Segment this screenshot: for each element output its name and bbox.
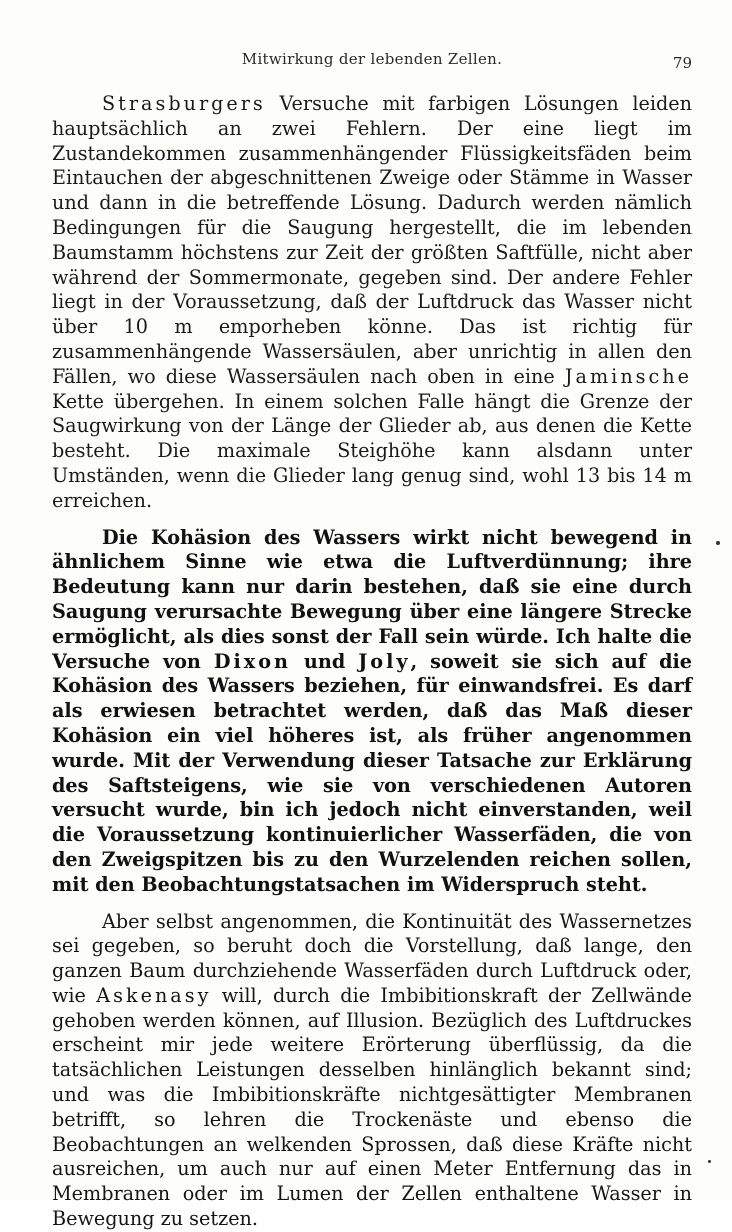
spaced-name: Dixon: [213, 649, 291, 673]
text-run: Aber selbst angenommen, die Kontinuität des Wassernetzes sei gegeben, so beruht doch die Vorstellung, daß lange, den ganzen Baum durchziehende Wasserfäden durch Luftdruck oder, wie: [52, 909, 692, 1007]
text-run: Versuche mit farbigen Lösungen leiden hauptsächlich an zwei Fehlern. Der eine liegt im Zustandekommen zusammenhängender Flüssigkeitsfäden beim Eintauchen der abgeschnittenen Zweige oder Stämme in Wasser und dann in die betreffende Lösung. Dadurch werden nämlich Bedingungen für die Saugung hergestellt, die im lebenden Baumstamm höchstens zur Zeit der größten Saftfülle, nicht aber während der Sommermonate, gegeben sind. Der andere Fehler liegt in der Voraussetzung, daß der Luftdruck das Wasser nicht über 10 m emporheben könne. Das ist richtig für zusammenhängende Wassersäulen, aber unrichtig in allen den Fällen, wo diese Wassersäulen nach oben in eine: [52, 92, 692, 388]
text-run: und: [290, 649, 359, 673]
text-run: will, durch die Imbibitionskraft der Zellwände gehoben werden können, auf Illusion. Bezüglich des Luftdruckes erscheint mir jede weitere Erörterung überflüssig, da die tatsächlichen Leistungen desselben hinlänglich bekannt sind; und was die Imbibitionskräfte nichtgesättigter Membranen betrifft, so lehren die Trockenäste und ebenso die Beobachtungen an welkenden Sprossen, daß diese Kräfte nicht ausreichen, um auch nur auf einen Meter Entfernung das in Membranen oder im Lumen der Zellen enthaltene Wasser in Bewegung zu setzen.: [52, 983, 692, 1231]
paragraph: [52, 910, 692, 1232]
spaced-name: Joly: [358, 649, 411, 673]
paragraph: [52, 92, 692, 514]
text-run: Die Kohäsion des Wassers wirkt nicht bewegend in ähnlichem Sinne wie etwa die Luftverdünnung; ihre Bedeutung kann nur darin bestehen, daß sie eine durch Saugung verursachte Bewegung über eine längere Strecke ermöglicht, als dies sonst der Fall sein würde. Ich halte die Versuche von: [52, 525, 692, 673]
page-number: 79: [672, 54, 692, 72]
text-run: Kette übergehen. In einem solchen Falle hängt die Grenze der Saugwirkung von der Länge der Glieder ab, aus denen die Kette besteht. Die maximale Steighöhe kann alsdann unter Umständen, wenn die Glieder lang genug sind, wohl 13 bis 14 m erreichen.: [52, 389, 692, 512]
scan-speck: [716, 541, 720, 545]
body-text: [52, 92, 692, 1232]
spaced-name: Askenasy: [96, 983, 212, 1007]
text-run: , soweit sie sich auf die Kohäsion des Wassers beziehen, für einwandsfrei. Es darf als erwiesen betrachtet werden, daß das Maß dieser Kohäsion ein viel höheres ist, als früher angenommen wurde. Mit der Verwendung dieser Tatsache zur Erklärung des Saftsteigens, wie sie von verschiedenen Autoren versucht wurde, bin ich jedoch nicht einverstanden, weil die Voraussetzung kontinuierlicher Wasserfäden, die von den Zweigspitzen bis zu den Wurzelenden reichen sollen, mit den Beobachtungstatsachen im Widerspruch steht.: [52, 649, 692, 896]
running-head: [52, 50, 692, 74]
spaced-name: Strasburgers: [102, 92, 266, 115]
running-title: Mitwirkung der lebenden Zellen.: [241, 50, 503, 68]
scan-speck: [708, 1160, 711, 1163]
paragraph: [52, 526, 692, 898]
spaced-name: Jaminsche: [564, 364, 692, 388]
